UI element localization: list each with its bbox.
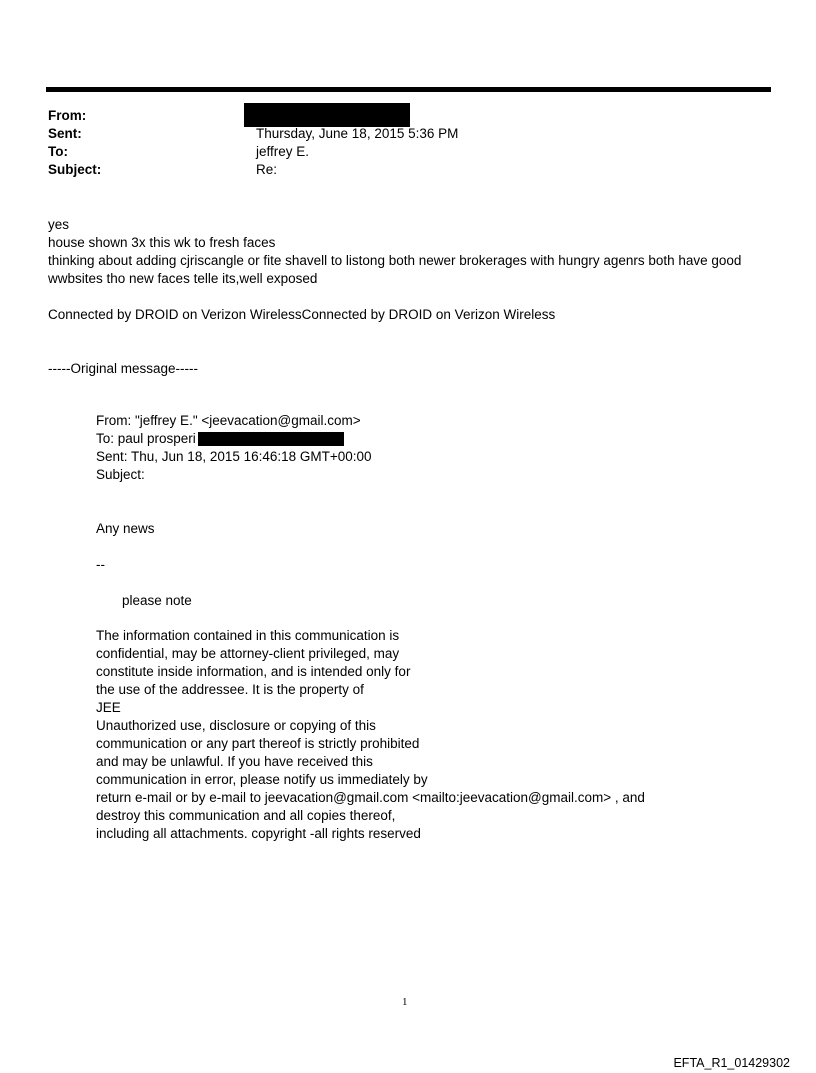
original-sent-line: Sent: Thu, Jun 18, 2015 16:46:18 GMT+00:00 [96,449,372,464]
header-row-sent [48,125,748,143]
original-from-line: From: "jeffrey E." <jeevacation@gmail.com> [96,413,361,428]
email-body [48,216,768,324]
disclaimer-line: The information contained in this communication is [96,628,400,643]
redacted-to-address [198,432,344,446]
disclaimer-line: and may be unlawful. If you have received this [96,754,373,769]
original-message-marker: -----Original message----- [48,361,199,376]
original-message-text: Any news [96,521,155,536]
email-header [48,107,748,179]
header-divider-rule [46,87,771,92]
from-label: From: [48,108,87,123]
header-row-subject [48,161,748,179]
page-number: 1 [402,996,408,1008]
body-line: thinking about adding cjriscangle or fite shavell to listong both newer brokerages with hungry agenrs both have good [48,253,742,268]
body-line: yes [48,217,70,232]
subject-value: Re: [256,162,278,177]
please-note-heading: please note [122,593,192,608]
body-line: house shown 3x this wk to fresh faces [48,235,276,250]
disclaimer-line: communication in error, please notify us immediately by [96,772,428,787]
disclaimer-line: destroy this communication and all copies thereof, [96,808,396,823]
original-subject-line: Subject: [96,467,145,482]
to-value: jeffrey E. [256,144,310,159]
redacted-from-address [244,103,410,127]
disclaimer-line: Unauthorized use, disclosure or copying of this [96,718,376,733]
disclaimer-line: JEE [96,700,121,715]
disclaimer-line: constitute inside information, and is intended only for [96,664,411,679]
disclaimer-line: the use of the addressee. It is the property of [96,682,364,697]
to-label: To: [48,144,68,159]
original-to-text: To: paul prosperi [96,431,196,446]
disclaimer-line: including all attachments. copyright -all rights reserved [96,826,421,841]
sent-value: Thursday, June 18, 2015 5:36 PM [256,126,459,141]
confidentiality-disclaimer [96,627,736,843]
sent-label: Sent: [48,126,82,141]
subject-label: Subject: [48,162,102,177]
disclaimer-line: communication or any part thereof is strictly prohibited [96,736,420,751]
document-id: EFTA_R1_01429302 [673,1056,790,1070]
original-message-header [96,412,756,484]
header-row-to [48,143,748,161]
header-row-from [48,107,748,125]
body-line: wwbsites tho new faces telle its,well exposed [48,271,318,286]
body-spacer [48,288,768,306]
mobile-signature: Connected by DROID on Verizon WirelessConnected by DROID on Verizon Wireless [48,307,556,322]
disclaimer-line: confidential, may be attorney-client privileged, may [96,646,400,661]
disclaimer-line: return e-mail or by e-mail to jeevacation@gmail.com <mailto:jeevacation@gmail.com> , and [96,790,645,805]
original-to-line [96,430,756,448]
signature-separator: -- [96,557,105,572]
